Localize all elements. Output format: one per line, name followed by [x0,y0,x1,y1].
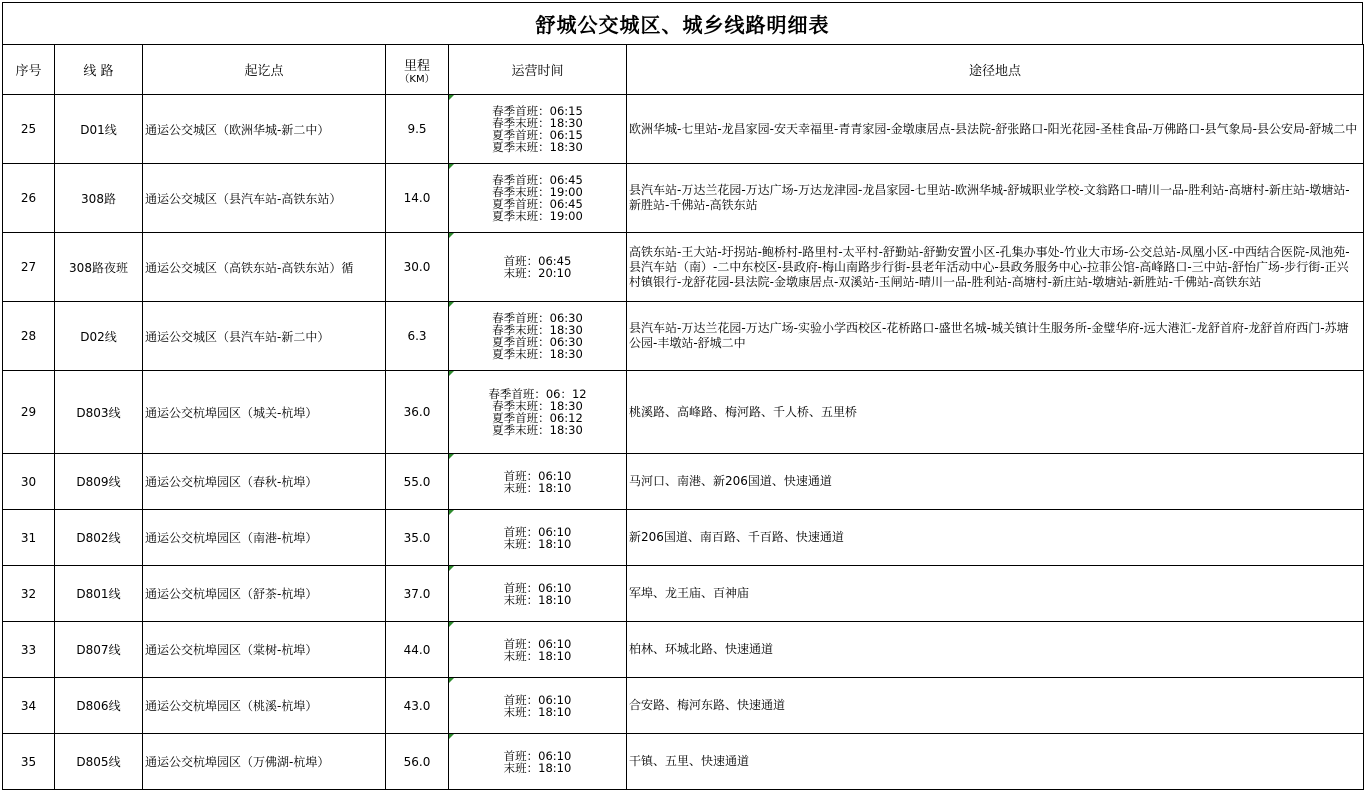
header-mileage-label: 里程 [403,58,430,74]
row-via: 干镇、五里、快速通道 [627,734,1364,790]
schedule-line: 首班：06:45 [503,254,572,268]
row-start-end: 通运公交杭埠园区（春秋-杭埠） [143,454,386,510]
page-title: 舒城公交城区、城乡线路明细表 [2,2,1363,44]
row-mileage: 44.0 [386,622,449,678]
row-via: 柏林、环城北路、快速通道 [627,622,1364,678]
schedule-line: 夏季末班：18:30 [492,347,583,361]
row-start-end: 通运公交杭埠园区（万佛湖-杭埠） [143,734,386,790]
header-via: 途径地点 [627,45,1364,95]
schedule-line: 春季首班：06:15 [492,104,583,118]
row-route: D807线 [55,622,143,678]
row-start-end: 通运公交杭埠园区（棠树-杭埠） [143,622,386,678]
row-seq: 27 [3,233,55,302]
row-hours [449,510,627,566]
row-seq: 32 [3,566,55,622]
row-mileage: 14.0 [386,164,449,233]
table-row [3,95,1364,164]
row-hours [449,566,627,622]
row-via: 马河口、南港、新206国道、快速通道 [627,454,1364,510]
table-row [3,734,1364,790]
schedule-line: 夏季首班：06:45 [492,197,583,211]
header-start-end: 起讫点 [143,45,386,95]
schedule-line: 夏季首班：06:30 [492,335,583,349]
schedule-line: 末班：18:10 [503,760,572,775]
header-seq: 序号 [3,45,55,95]
header-route: 线 路 [55,45,143,95]
row-start-end: 通运公交杭埠园区（城关-杭埠） [143,371,386,454]
schedule-line: 春季首班：06：12 [488,387,587,401]
schedule-line: 首班：06:10 [503,580,572,595]
row-start-end: 通运公交杭埠园区（桃溪-杭埠） [143,678,386,734]
row-via: 县汽车站-万达兰花园-万达广场-实验小学西校区-花桥路口-盛世名城-城关镇计生服务所-金璧华府-远大港汇-龙舒首府-龙舒首府西门-苏塘公园-丰墩站-舒城二中 [627,302,1364,371]
header-mileage-unit: （KM） [399,73,435,85]
row-start-end: 通运公交杭埠园区（南港-杭埠） [143,510,386,566]
schedule-line: 首班：06:10 [503,524,572,539]
row-seq: 30 [3,454,55,510]
table-row [3,510,1364,566]
row-hours [449,302,627,371]
row-start-end: 通运公交城区（高铁东站-高铁东站）循 [143,233,386,302]
row-seq: 33 [3,622,55,678]
row-route: D806线 [55,678,143,734]
table-row [3,678,1364,734]
row-mileage: 6.3 [386,302,449,371]
row-start-end: 通运公交城区（欧洲华城-新二中） [143,95,386,164]
schedule-line: 夏季首班：06:12 [492,411,583,425]
schedule-line: 夏季末班：18:30 [492,423,583,437]
row-route: D801线 [55,566,143,622]
row-seq: 29 [3,371,55,454]
schedule-line: 春季末班：18:30 [492,116,583,130]
row-route: 308路夜班 [55,233,143,302]
schedule-line: 春季首班：06:45 [492,173,583,187]
row-mileage: 37.0 [386,566,449,622]
row-hours [449,678,627,734]
row-via: 合安路、梅河东路、快速通道 [627,678,1364,734]
row-mileage: 30.0 [386,233,449,302]
row-via: 县汽车站-万达兰花园-万达广场-万达龙津园-龙昌家园-七里站-欧洲华城-舒城职业学校-文翁路口-晴川一品-胜利站-高塘村-新庄站-墩塘站-新胜站-千佛站-高铁东站 [627,164,1364,233]
schedule-line: 末班：18:10 [503,592,572,607]
row-hours [449,454,627,510]
row-seq: 31 [3,510,55,566]
row-via: 新206国道、南百路、千百路、快速通道 [627,510,1364,566]
row-mileage: 56.0 [386,734,449,790]
row-hours [449,164,627,233]
table-row [3,566,1364,622]
schedule-line: 首班：06:10 [503,468,572,483]
row-route: D803线 [55,371,143,454]
row-start-end: 通运公交城区（县汽车站-新二中） [143,302,386,371]
row-mileage: 55.0 [386,454,449,510]
schedule-line: 末班：18:10 [503,704,572,719]
schedule-line: 末班：18:10 [503,648,572,663]
route-sheet [2,2,1363,779]
schedule-line: 春季末班：18:30 [492,399,583,413]
row-route: D01线 [55,95,143,164]
row-via: 桃溪路、高峰路、梅河路、千人桥、五里桥 [627,371,1364,454]
row-start-end: 通运公交杭埠园区（舒茶-杭埠） [143,566,386,622]
row-hours [449,622,627,678]
row-route: D809线 [55,454,143,510]
row-start-end: 通运公交城区（县汽车站-高铁东站） [143,164,386,233]
row-route: D802线 [55,510,143,566]
row-route: 308路 [55,164,143,233]
row-hours [449,371,627,454]
row-hours [449,233,627,302]
row-seq: 28 [3,302,55,371]
table-row [3,302,1364,371]
row-route: D805线 [55,734,143,790]
row-hours [449,95,627,164]
schedule-line: 春季首班：06:30 [492,311,583,325]
row-mileage: 36.0 [386,371,449,454]
row-via: 高铁东站-王大站-圩拐站-鲍桥村-路里村-太平村-舒勤站-舒勤安置小区-孔集办事处-竹业大市场-公交总站-凤凰小区-中西结合医院-凤池苑-县汽车站（南）-二中东校区-县政府-梅山南路步行街-县老年活动中心-县政务服务中心-拉菲公馆-高峰路口-三中站-舒怡广场-步行街-正兴村镇银行-龙舒花园-县法院-金墩康居点-双溪站-玉闸站-晴川一品-胜利站-高塘村-新庄站-墩塘站-新胜站-千佛站-高铁东站 [627,233,1364,302]
schedule-line: 春季末班：19:00 [492,185,583,199]
header-hours: 运营时间 [449,45,627,95]
schedule-line: 首班：06:10 [503,636,572,651]
schedule-line: 首班：06:10 [503,748,572,763]
row-mileage: 43.0 [386,678,449,734]
row-hours [449,734,627,790]
row-seq: 35 [3,734,55,790]
row-via: 军埠、龙王庙、百神庙 [627,566,1364,622]
table-row [3,371,1364,454]
table-row [3,454,1364,510]
schedule-line: 夏季首班：06:15 [492,128,583,142]
row-mileage: 35.0 [386,510,449,566]
row-mileage: 9.5 [386,95,449,164]
table-row [3,233,1364,302]
header-mileage [386,45,449,95]
schedule-line: 末班：18:10 [503,536,572,551]
row-via: 欧洲华城-七里站-龙昌家园-安天幸福里-青青家园-金墩康居点-县法院-舒张路口-阳光花园-圣桂食品-万佛路口-县气象局-县公安局-舒城二中 [627,95,1364,164]
table-row [3,164,1364,233]
route-table [2,44,1364,790]
schedule-line: 夏季末班：18:30 [492,140,583,154]
row-seq: 34 [3,678,55,734]
row-seq: 26 [3,164,55,233]
row-seq: 25 [3,95,55,164]
schedule-line: 末班：18:10 [503,480,572,495]
header-row [3,45,1364,95]
schedule-line: 首班：06:10 [503,692,572,707]
schedule-line: 春季末班：18:30 [492,323,583,337]
schedule-line: 末班：20:10 [503,266,572,280]
schedule-line: 夏季末班：19:00 [492,209,583,223]
table-row [3,622,1364,678]
row-route: D02线 [55,302,143,371]
